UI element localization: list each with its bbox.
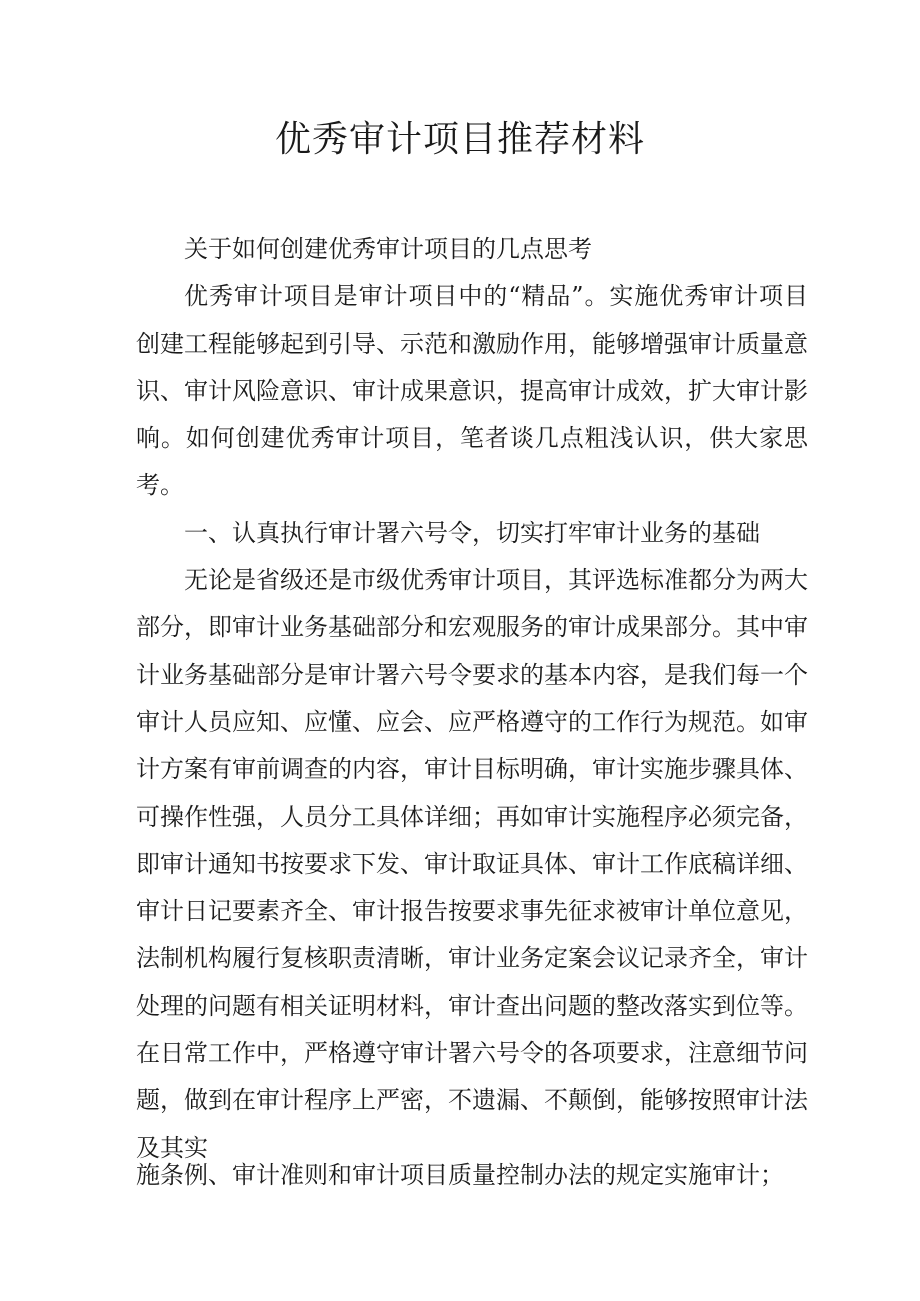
intro-paragraph: 优秀审计项目是审计项目中的“精品”。实施优秀审计项目创建工程能够起到引导、示范和激励作用，能够增强审计质量意识、审计风险意识、审计成果意识，提高审计成效，扩大审计影响。如何创建优秀审计项目，笔者谈几点粗浅认识，供大家思考。: [136, 282, 808, 500]
section-heading-one: 一、认真执行审计署六号令，切实打牢审计业务的基础: [184, 518, 760, 547]
document-body: [136, 226, 808, 1172]
body-paragraph: 无论是省级还是市级优秀审计项目，其评选标准都分为两大部分，即审计业务基础部分和宏观服务的审计成果部分。其中审计业务基础部分是审计署六号令要求的基本内容，是我们每一个审计人员应知、应懂、应会、应严格遵守的工作行为规范。如审计方案有审前调查的内容，审计目标明确，审计实施步骤具体、可操作性强，人员分工具体详细；再如审计实施程序必须完备，即审计通知书按要求下发、审计取证具体、审计工作底稿详细、审计日记要素齐全、审计报告按要求事先征求被审计单位意见，法制机构履行复核职责清晰，审计业务定案会议记录齐全，审计处理的问题有相关证明材料，审计查出问题的整改落实到位等。在日常工作中，严格遵守审计署六号令的各项要求，注意细节问题，做到在审计程序上严密，不遗漏、不颠倒，能够按照审计法及其实: [136, 566, 808, 1162]
document-title: 优秀审计项目推荐材料: [274, 119, 645, 160]
section-heading-subtitle: 关于如何创建优秀审计项目的几点思考: [184, 235, 592, 263]
continuation-paragraph: 施条例、审计准则和审计项目质量控制办法的规定实施审计；: [136, 1161, 784, 1189]
